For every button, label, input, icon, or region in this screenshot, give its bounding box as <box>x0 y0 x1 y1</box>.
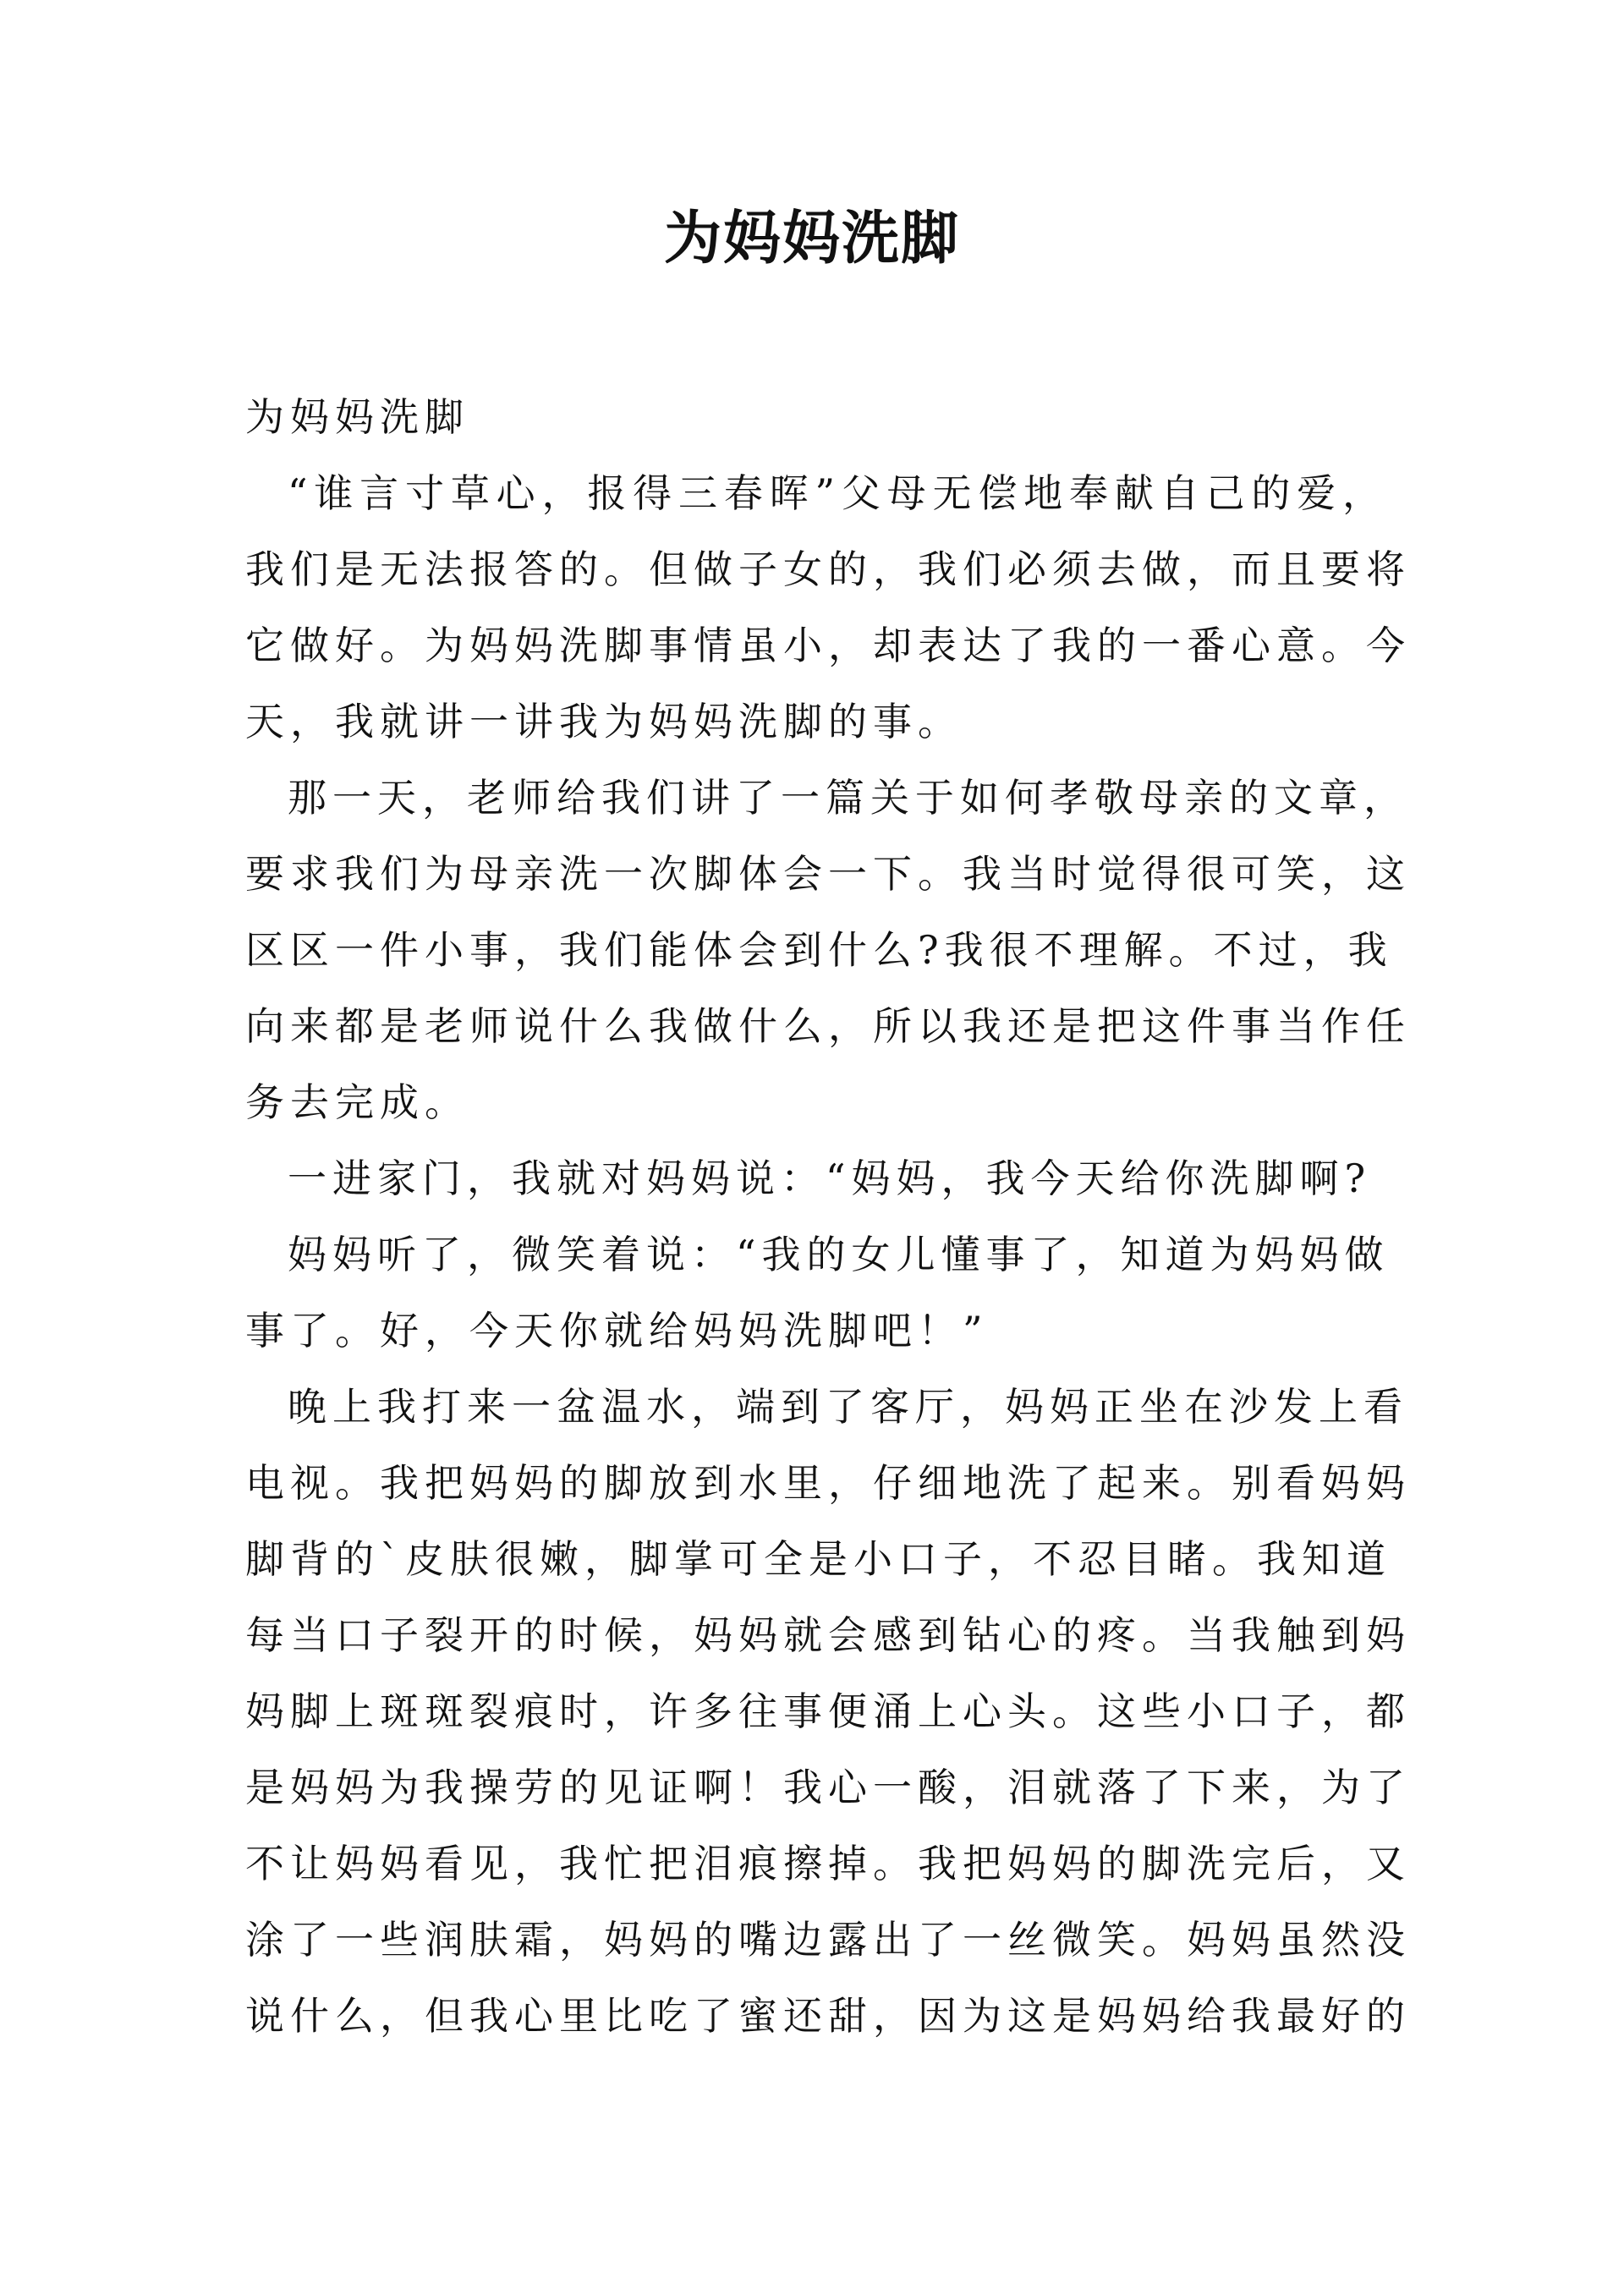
body-line: 事了。好，今天你就给妈妈洗脚吧！” <box>245 1308 989 1353</box>
body-line: 妈妈听了，微笑着说：“我的女儿懂事了，知道为妈妈做 <box>288 1232 1390 1277</box>
body-line: 不让妈妈看见，我忙把泪痕擦掉。我把妈妈的脚洗完后，又 <box>245 1841 1411 1886</box>
body-line: 说什么，但我心里比吃了蜜还甜，因为这是妈妈给我最好的 <box>245 1993 1411 2039</box>
body-line: 妈脚上斑斑裂痕时，许多往事便涌上心头。这些小口子，都 <box>245 1688 1411 1734</box>
document-body <box>245 379 1411 2054</box>
body-line-heading: 为妈妈洗脚 <box>245 394 469 440</box>
body-line: 电视。我把妈妈的脚放到水里，仔细地洗了起来。别看妈妈 <box>245 1460 1411 1506</box>
body-line: 脚背的`皮肤很嫩，脚掌可全是小口子，不忍目睹。我知道 <box>245 1536 1391 1582</box>
body-line: 涂了一些润肤霜，妈妈的嘴边露出了一丝微笑。妈妈虽然没 <box>245 1917 1411 1963</box>
body-line: 是妈妈为我操劳的见证啊！我心一酸，泪就落了下来，为了 <box>245 1765 1411 1810</box>
document-title: 为妈妈洗脚 <box>663 206 960 272</box>
body-line: 向来都是老师说什么我做什么，所以我还是把这件事当作任 <box>245 1003 1411 1049</box>
body-line: 务去完成。 <box>245 1079 469 1125</box>
body-line: 区区一件小事，我们能体会到什么?我很不理解。不过，我 <box>245 927 1393 973</box>
body-line: 要求我们为母亲洗一次脚体会一下。我当时觉得很可笑，这 <box>245 851 1411 897</box>
body-line: 每当口子裂开的时候，妈妈就会感到钻心的疼。当我触到妈 <box>245 1612 1411 1658</box>
body-line: 一进家门，我就对妈妈说：“妈妈，我今天给你洗脚啊? <box>288 1156 1372 1201</box>
body-line: “谁言寸草心，报得三春晖”父母无偿地奉献自己的爱， <box>288 470 1387 516</box>
body-line: 晚上我打来一盆温水，端到了客厅，妈妈正坐在沙发上看 <box>288 1384 1408 1430</box>
body-line: 它做好。为妈妈洗脚事情虽小，却表达了我的一番心意。今 <box>245 623 1411 668</box>
body-line: 我们是无法报答的。但做子女的，我们必须去做，而且要将 <box>245 546 1411 592</box>
body-line: 那一天，老师给我们讲了一篇关于如何孝敬母亲的文章， <box>288 775 1408 821</box>
body-line: 天，我就讲一讲我为妈妈洗脚的事。 <box>245 699 963 744</box>
